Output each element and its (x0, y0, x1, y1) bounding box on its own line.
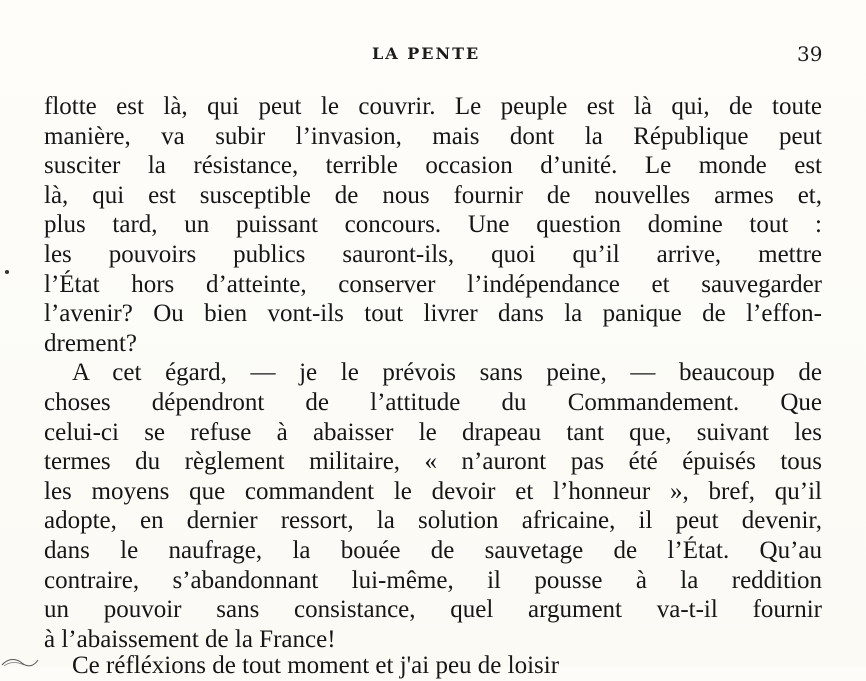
text-line: flotte est là, qui peut le couvrir. Le peuple est là qui, de toute (44, 93, 822, 120)
running-title: LA PENTE (372, 44, 481, 63)
text-line: adopte, en dernier ressort, la solution africaine, il peut devenir, (44, 507, 822, 535)
text-line: les pouvoirs publics sauront-ils, quoi qu’il arrive, mettre (44, 240, 822, 268)
text-line: plus tard, un puissant concours. Une question domine tout : (44, 211, 822, 239)
running-head (0, 44, 866, 68)
text-line: un pouvoir sans consistance, quel argument va-t-il fournir (44, 596, 822, 624)
text-line: drement? (44, 329, 138, 357)
text-line: manière, va subir l’invasion, mais dont la République peut (44, 122, 822, 150)
text-line: à l’abaissement de la France! (44, 625, 336, 653)
text-line: l’État hors d’atteinte, conserver l’indépendance et sauvegarder (44, 270, 822, 298)
paragraph-start-line: A cet égard, — je le prévois sans peine, — beaucoup de (72, 359, 822, 387)
margin-mark (5, 270, 9, 274)
page-number: 39 (797, 42, 823, 66)
text-line: les moyens que commandent le devoir et l’honneur », bref, qu’il (44, 477, 822, 505)
text-line: susciter la résistance, terrible occasion d’unité. Le monde est (44, 152, 822, 180)
margin-doodle (0, 656, 40, 667)
cut-off-line: Ce réfléxions de tout moment et j'ai peu de loisir (72, 652, 560, 679)
text-line: contraire, s’abandonnant lui-même, il pousse à la reddition (44, 566, 822, 594)
body-text (44, 92, 822, 654)
text-line: celui-ci se refuse à abaisser le drapeau tant que, suivant les (44, 418, 822, 446)
text-line: l’avenir? Ou bien vont-ils tout livrer dans la panique de l’effon- (44, 300, 822, 328)
text-line: termes du règlement militaire, « n’auront pas été épuisés tous (44, 448, 822, 476)
text-line: là, qui est susceptible de nous fournir de nouvelles armes et, (44, 181, 822, 209)
text-line: choses dépendront de l’attitude du Commandement. Que (44, 388, 822, 416)
text-line: dans le naufrage, la bouée de sauvetage de l’État. Qu’au (44, 536, 822, 564)
